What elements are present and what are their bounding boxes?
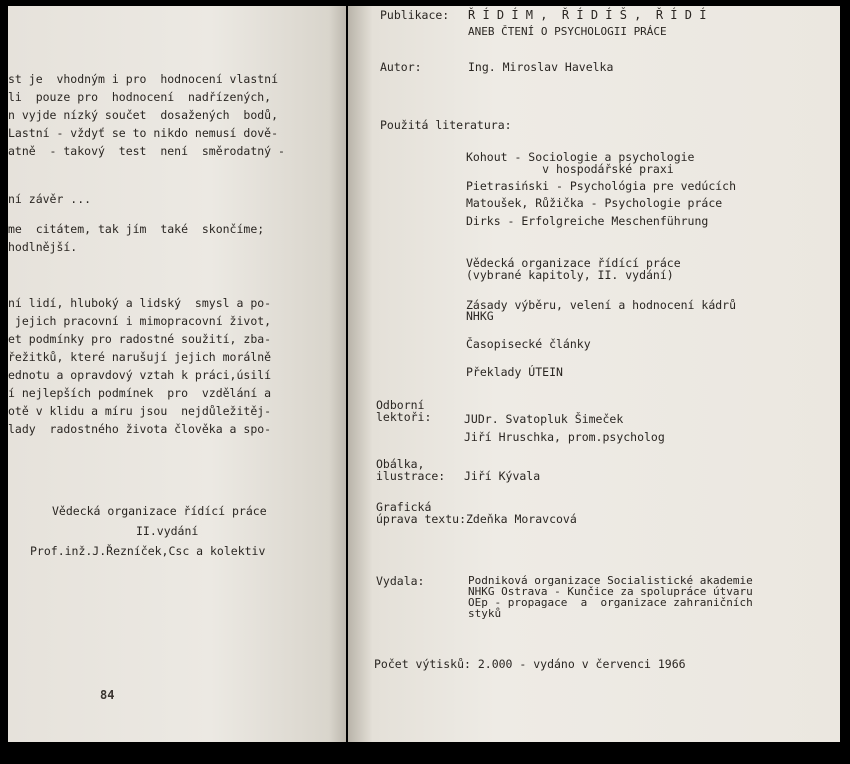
literatura-item: v hospodářské praxi [466, 162, 674, 176]
lektori-label: lektoři: [376, 410, 432, 424]
text-line: lady radostného života člověka a spo- [8, 422, 272, 436]
literatura-item: Překlady ÚTEIN [466, 365, 563, 379]
vydala-line: OEp - propagace a organizace zahraničních [468, 596, 753, 609]
text-line: ednotu a opravdový vztah k práci,úsilí [8, 368, 272, 382]
left-page [8, 6, 346, 742]
graficka-label: Grafická [376, 500, 432, 514]
autor-label: Autor: [380, 60, 422, 74]
literatura-item: Časopisecké články [466, 337, 591, 351]
text-line: et podmínky pro radostné soužití, zba- [8, 332, 272, 346]
literatura-item: Kohout - Sociologie a psychologie [466, 150, 695, 164]
text-line: me citátem, tak jím také skončíme; [8, 222, 265, 236]
text-line: řežitků, které narušují jejich morálně [8, 350, 272, 364]
text-line: hodlnější. [8, 240, 78, 254]
text-line: ní závěr ... [8, 192, 92, 206]
autor-value: Ing. Miroslav Havelka [468, 60, 614, 74]
literatura-item: Dirks - Erfolgreiche Meschenführung [466, 214, 709, 228]
page-number: 84 [100, 688, 115, 702]
text-line: st je vhodným i pro hodnocení vlastní [8, 72, 279, 86]
literatura-item: Matoušek, Růžička - Psychologie práce [466, 196, 723, 210]
text-line: í nejlepších podmínek pro vzdělání a [8, 386, 272, 400]
text-line: otě v klidu a míru jsou nejdůležitěj- [8, 404, 272, 418]
lektori-label: Odborní [376, 398, 425, 412]
text-line: jejich pracovní i mimopracovní život, [8, 314, 272, 328]
signature-line: Vědecká organizace řídící práce [52, 504, 267, 518]
text-line: ní lidí, hluboký a lidský smysl a po- [8, 296, 272, 310]
obalka-label: Obálka, [376, 457, 425, 471]
text-line: Lastní - vždyť se to nikdo nemusí dově- [8, 126, 279, 140]
vydala-line: styků [468, 607, 502, 620]
signature-line: II.vydání [136, 524, 199, 538]
publikace-label: Publikace: [380, 8, 450, 22]
lektor-name: Jiří Hruschka, prom.psycholog [464, 430, 665, 444]
text-line: atně - takový test není směrodatný - [8, 144, 285, 158]
graficka-value: Zdeňka Moravcová [466, 512, 577, 526]
pocet-vytisku: Počet výtisků: 2.000 - vydáno v červenci 1966 [374, 657, 686, 671]
literatura-item: Zásady výběru, velení a hodnocení kádrů [466, 298, 737, 312]
obalka-label: ilustrace: [376, 469, 446, 483]
lektor-name: JUDr. Svatopluk Šimeček [464, 412, 624, 426]
obalka-value: Jiří Kývala [464, 469, 541, 483]
publication-subtitle: ANEB ČTENÍ O PSYCHOLOGII PRÁCE [468, 25, 667, 38]
literatura-label: Použitá literatura: [380, 118, 512, 132]
right-page [348, 6, 840, 742]
text-line: li pouze pro hodnocení nadřízených, [8, 90, 272, 104]
text-line: n vyjde nízký součet dosažených bodů, [8, 108, 279, 122]
graficka-label: úprava textu: [376, 512, 467, 526]
literatura-item: Pietrasiński - Psychológia pre vedúcích [466, 179, 737, 193]
publication-title: Ř Í D Í M , Ř Í D Í Š , Ř Í D Í [468, 8, 707, 22]
signature-line: Prof.inž.J.Řezníček,Csc a kolektiv [30, 544, 266, 558]
literatura-item: NHKG [466, 309, 494, 323]
literatura-item: (vybrané kapitoly, II. vydání) [466, 268, 674, 282]
vydala-label: Vydala: [376, 574, 425, 588]
vydala-line: NHKG Ostrava - Kunčice za spolupráce útvaru [468, 585, 753, 598]
literatura-item: Vědecká organizace řídící práce [466, 256, 681, 270]
vydala-line: Podniková organizace Socialistické akademie [468, 574, 753, 587]
